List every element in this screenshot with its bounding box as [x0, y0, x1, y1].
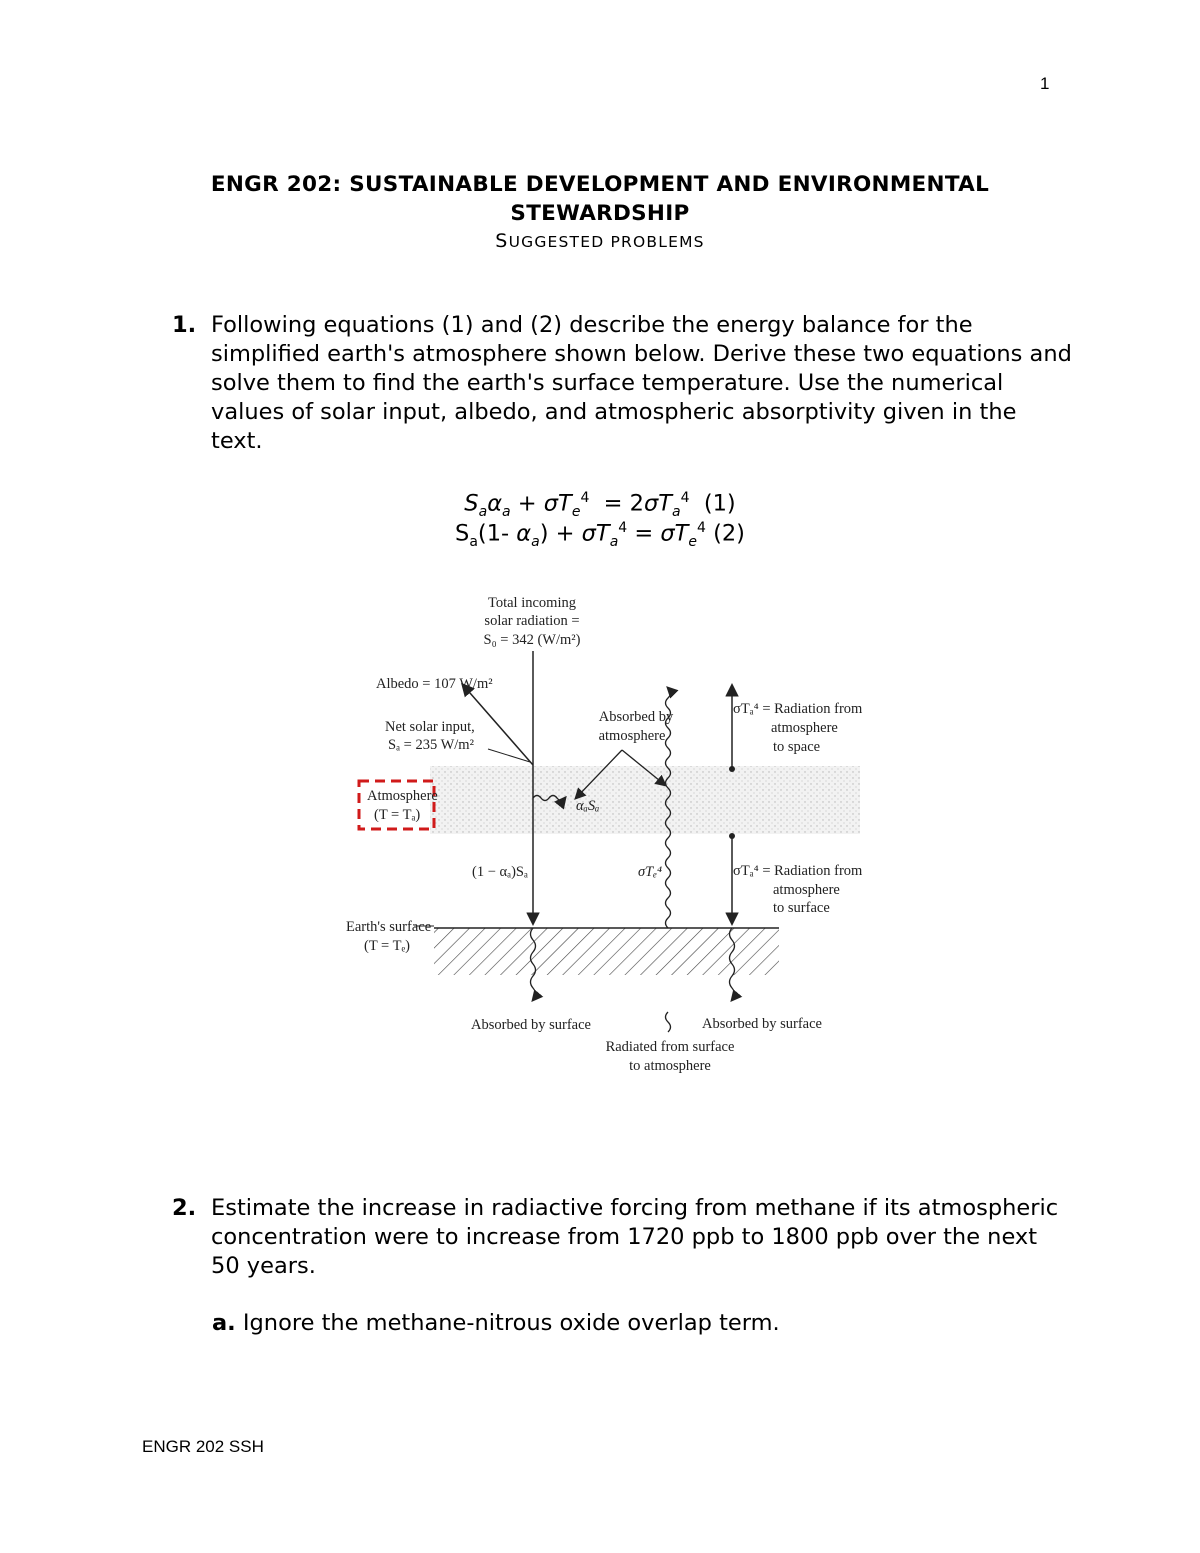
eq2-alpha: α	[516, 520, 532, 547]
atmosphere-label-1: Atmosphere	[367, 788, 438, 804]
net-solar-label-2: Sₐ = 235 W/m²	[388, 737, 474, 753]
subtitle-rest: UGGESTED PROBLEMS	[508, 233, 705, 251]
rad-space-label-3: to space	[773, 739, 821, 755]
rad-surface-label-1: σTₐ⁴ = Radiation from	[733, 863, 863, 879]
problem-2-text: Estimate the increase in radiactive forcing from methane if its atmospheric concentration were to increase from 1720 ppb to 1800 ppb over the next 50 years.	[211, 1195, 1059, 1279]
eq1-equals: = 2	[589, 490, 644, 517]
eq2-alpha-sub: a	[531, 534, 540, 550]
eq2-exp: 4	[618, 520, 628, 536]
absorbed-atm-label-1: Absorbed by	[598, 709, 674, 725]
problem-2a	[212, 1309, 780, 1338]
problem-2a-text: Ignore the methane-nitrous oxide overlap term.	[235, 1310, 780, 1336]
eq1-a-sub-2: a	[672, 504, 681, 520]
space-radiation-origin	[729, 766, 735, 772]
eq1-a-sub: a	[478, 504, 488, 520]
eq1-plus: +	[510, 490, 544, 517]
one-minus-alpha-label: (1 − αₐ)Sₐ	[472, 864, 528, 880]
absorbed-surface-right-label: Absorbed by surface	[702, 1016, 822, 1032]
rad-surface-label-3: to surface	[773, 900, 830, 916]
problem-2-number: 2.	[172, 1195, 197, 1221]
eq1-exp: 4	[580, 490, 590, 506]
problem-1-text: Following equations (1) and (2) describe the energy balance for the simplified earth's atmosphere shown below. Derive these two equations and solve them to find the earth's surface temperature. Use the numerical values of solar input, albedo, and atmospheric absorptivity given in the text.	[211, 312, 1072, 454]
atmosphere-layer	[430, 766, 860, 834]
problem-2a-label: a.	[212, 1310, 236, 1336]
eq2-open: (1-	[477, 520, 517, 547]
eq2-close: ) +	[539, 520, 582, 547]
radiated-label-1: Radiated from surface	[605, 1039, 735, 1055]
rad-space-label-2: atmosphere	[771, 720, 838, 736]
eq2-exp-2: 4	[697, 520, 706, 536]
eq1-alpha: α	[487, 490, 503, 517]
eq2-label: (2)	[705, 520, 745, 547]
eq1-sigma-ta: σT	[643, 490, 672, 517]
alpha-sa-label: αₐSₐ	[576, 798, 600, 814]
title-line-2: STEWARDSHIP	[510, 201, 690, 226]
eq2-sigma-te: σT	[660, 520, 689, 547]
problem-1	[172, 311, 1072, 456]
eq1-label: (1)	[689, 490, 736, 517]
problem-1-number: 1.	[172, 312, 197, 338]
albedo-label: Albedo = 107 W/m²	[376, 676, 493, 692]
eq2-ta-sub: a	[609, 534, 619, 550]
eq2-sigma-ta: σT	[581, 520, 610, 547]
absorbed-atm-label-2: atmosphere	[598, 728, 666, 744]
eq1-alpha-sub: a	[502, 504, 511, 520]
eq2-a-sub: a	[469, 534, 478, 550]
sigma-te4-label: σTₑ⁴	[638, 864, 663, 880]
eq1-exp-2: 4	[680, 490, 690, 506]
title-line-1: ENGR 202: SUSTAINABLE DEVELOPMENT AND ENVIRONMENTAL	[210, 172, 990, 197]
down-radiation-origin	[729, 833, 735, 839]
page-number: 1	[1040, 74, 1050, 93]
document-title	[0, 170, 1200, 228]
incoming-label-3: S₀ = 342 (W/m²)	[483, 632, 581, 648]
eq2-s: S	[455, 520, 470, 547]
rad-space-label-1: σTₐ⁴ = Radiation from	[733, 701, 863, 717]
page-footer: ENGR 202 SSH	[142, 1437, 264, 1456]
radiated-tail-wavy	[666, 1012, 671, 1032]
absorbed-surface-left-label: Absorbed by surface	[471, 1017, 591, 1033]
incoming-label-1: Total incoming	[488, 595, 576, 611]
eq1-e-sub: e	[571, 504, 581, 520]
radiated-label-2: to atmosphere	[629, 1058, 711, 1074]
eq2-equals: =	[627, 520, 661, 547]
equation-2	[0, 513, 1200, 557]
net-solar-label-1: Net solar input,	[385, 719, 475, 735]
atmosphere-label-2: (T = Tₐ)	[374, 807, 421, 823]
earth-label-1: Earth's surface	[346, 919, 432, 935]
earth-label-2: (T = Tₑ)	[364, 938, 410, 954]
problem-2	[172, 1194, 1072, 1281]
eq2-te-sub: e	[688, 534, 698, 550]
earth-ground-hatch	[434, 928, 779, 975]
rad-surface-label-2: atmosphere	[773, 882, 840, 898]
eq1-s: S	[464, 490, 479, 517]
energy-balance-diagram	[330, 585, 870, 1085]
subtitle-initial: S	[495, 230, 509, 252]
document-subtitle	[0, 230, 1200, 252]
eq1-sigma-te: σT	[543, 490, 572, 517]
incoming-label-2: solar radiation =	[484, 613, 580, 629]
